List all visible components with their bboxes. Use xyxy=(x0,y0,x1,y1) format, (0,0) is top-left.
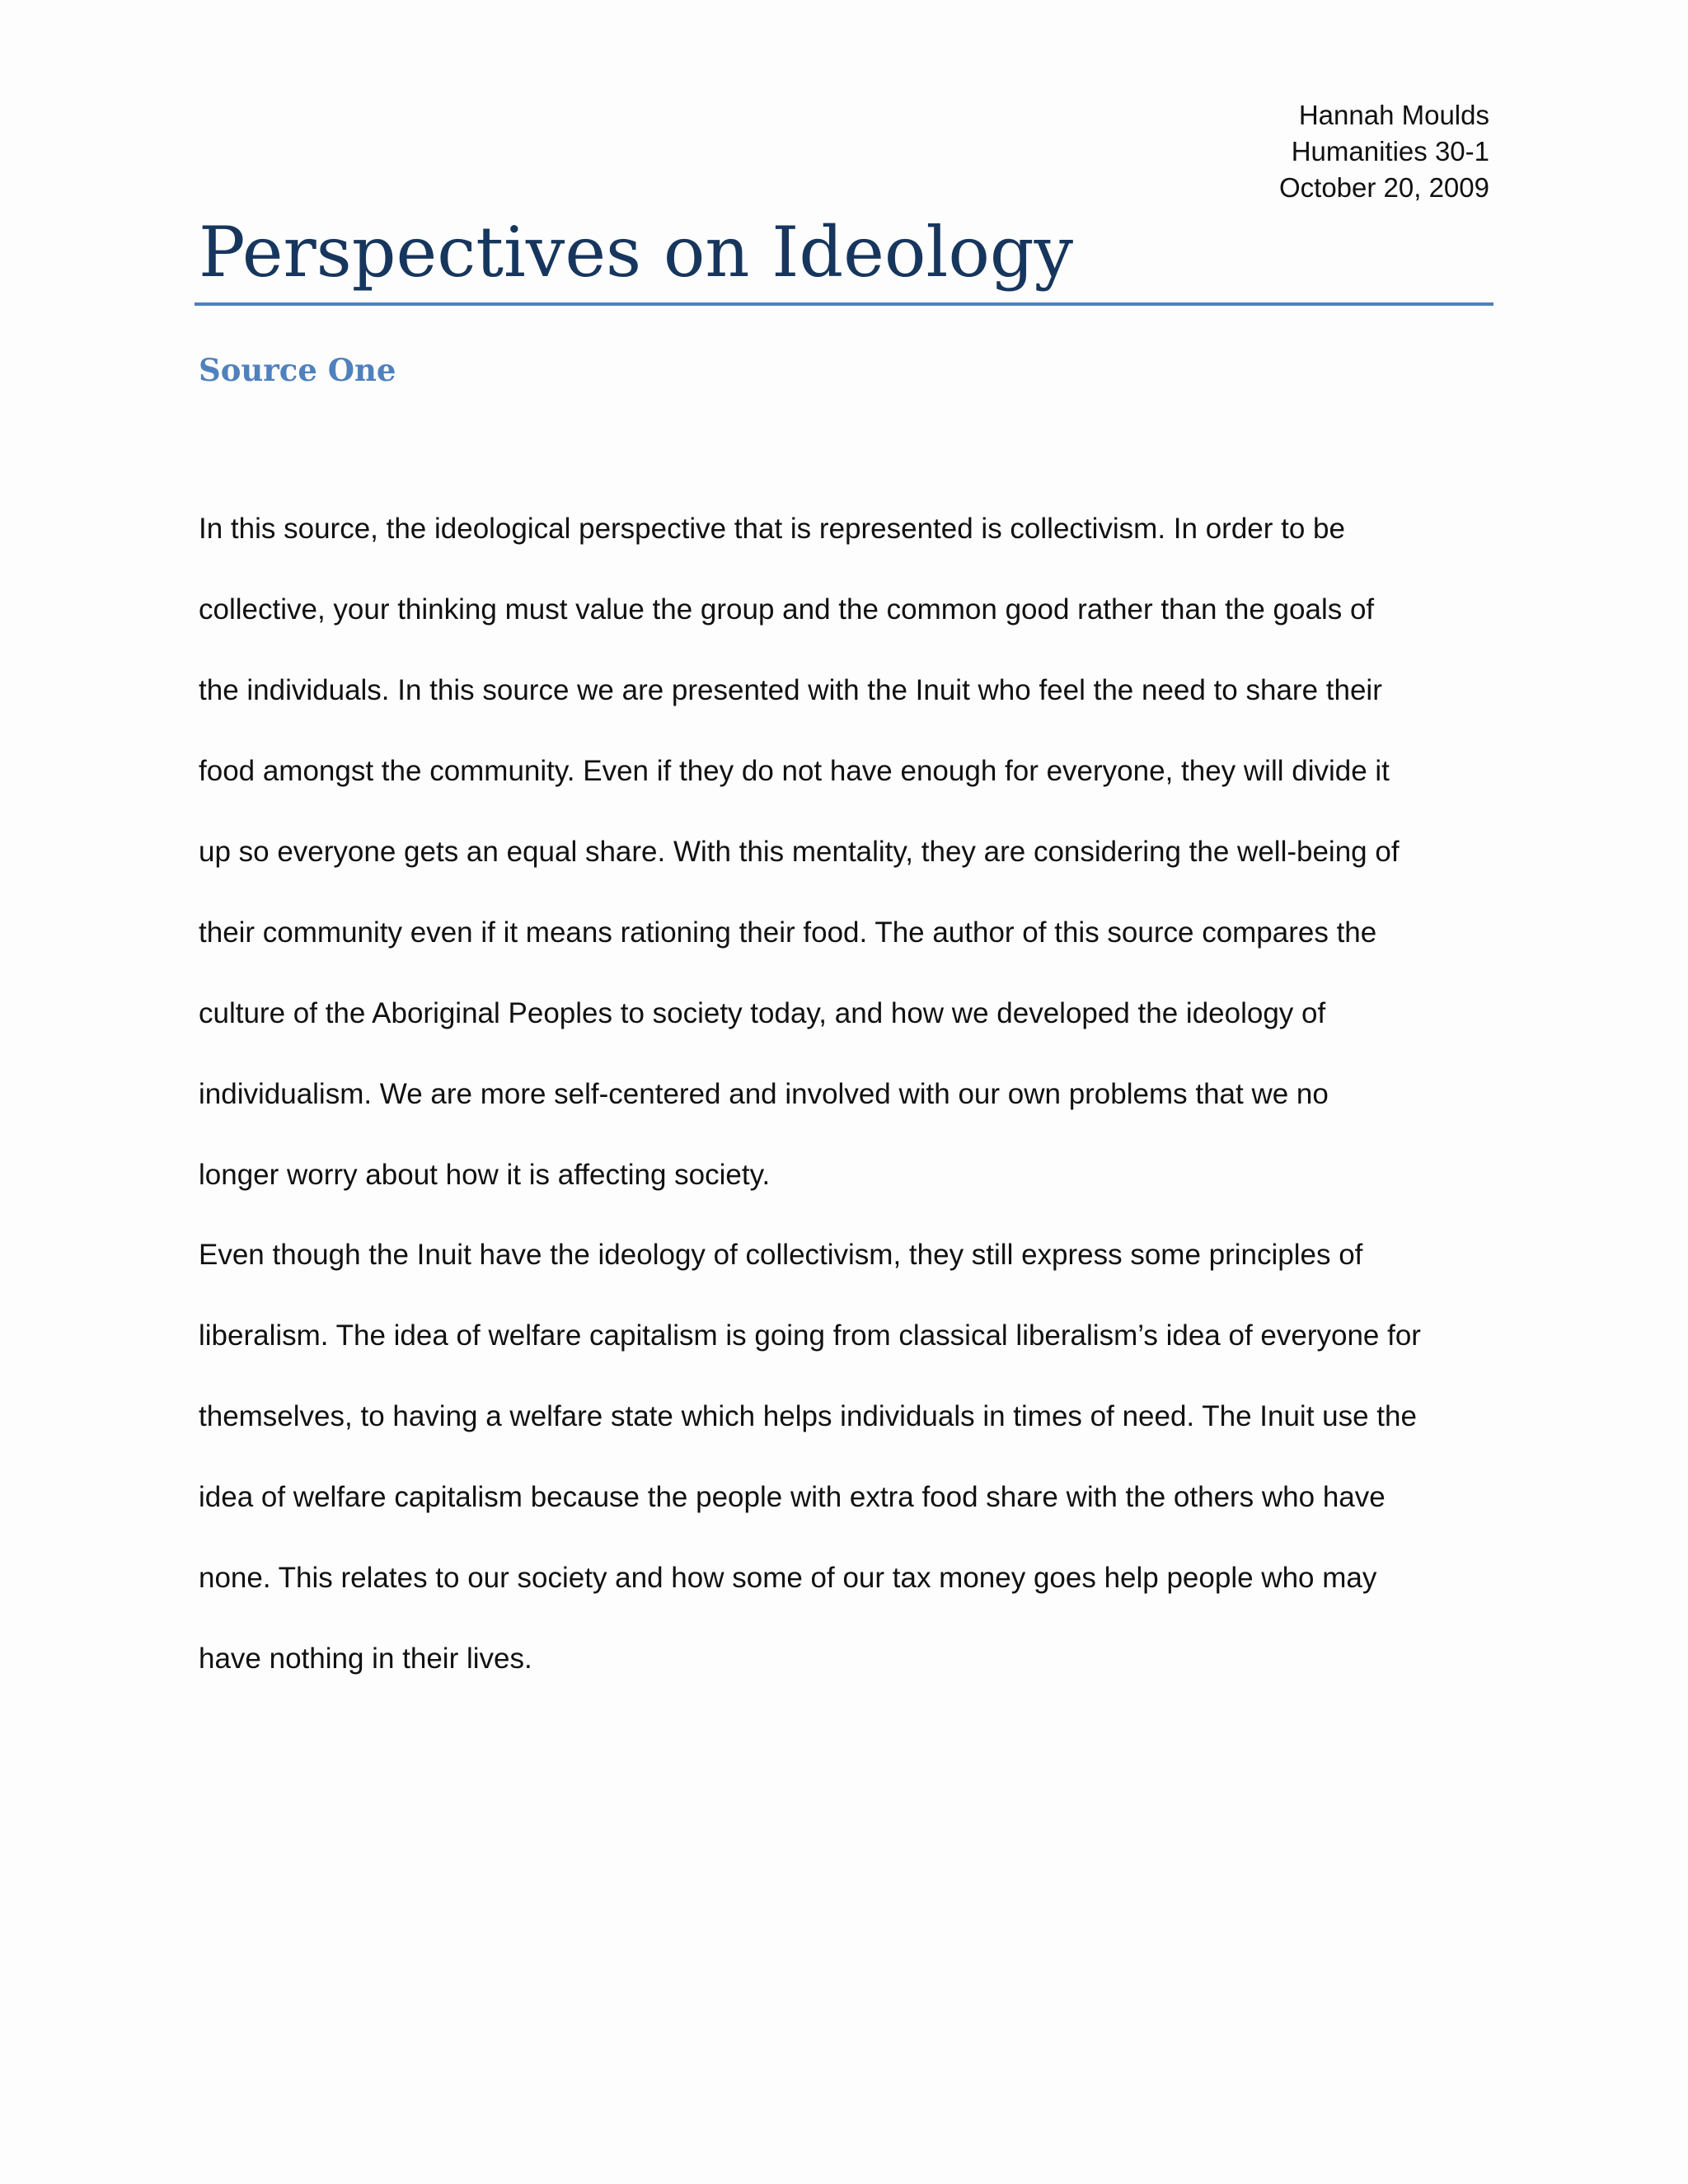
paragraph-line: the individuals. In this source we are presented with the Inuit who feel the need to share their xyxy=(199,674,1382,706)
paragraph-line: collective, your thinking must value the group and the common good rather than the goals of xyxy=(199,593,1375,626)
page-title: Perspectives on Ideology xyxy=(199,212,1074,293)
paragraph-line: up so everyone gets an equal share. With this mentality, they are considering the well-being of xyxy=(199,836,1400,868)
paragraph-line: individualism. We are more self-centered and involved with our own problems that we no xyxy=(199,1078,1329,1110)
course-name: Humanities 30-1 xyxy=(1291,136,1489,166)
paragraph-line: their community even if it means rationing their food. The author of this source compares the xyxy=(199,916,1377,949)
section-heading: Source One xyxy=(199,352,396,388)
author-info-block xyxy=(1279,97,1489,206)
paragraph-line: themselves, to having a welfare state which helps individuals in times of need. The Inuit use the xyxy=(199,1400,1417,1432)
paragraph-line: longer worry about how it is affecting society. xyxy=(199,1159,771,1191)
paragraph-line: none. This relates to our society and how some of our tax money goes help people who may xyxy=(199,1562,1377,1594)
author-name: Hannah Moulds xyxy=(1298,100,1489,130)
paragraph-line: culture of the Aboriginal Peoples to society today, and how we developed the ideology of xyxy=(199,997,1326,1029)
document-date: October 20, 2009 xyxy=(1278,172,1489,203)
paragraph-line: idea of welfare capitalism because the people with extra food share with the others who have xyxy=(199,1481,1386,1513)
paragraph-line: In this source, the ideological perspective that is represented is collectivism. In order to be xyxy=(199,513,1345,545)
body-paragraph-2 xyxy=(199,1215,1501,1699)
body-paragraph-1 xyxy=(199,489,1501,1216)
paragraph-line: liberalism. The idea of welfare capitalism is going from classical liberalism’s idea of everyone for xyxy=(199,1319,1421,1352)
paragraph-line: Even though the Inuit have the ideology of collectivism, they still express some principles of xyxy=(199,1239,1363,1271)
paragraph-line: have nothing in their lives. xyxy=(199,1643,532,1675)
title-underline xyxy=(195,302,1493,306)
paragraph-line: food amongst the community. Even if they do not have enough for everyone, they will divide it xyxy=(199,755,1390,787)
